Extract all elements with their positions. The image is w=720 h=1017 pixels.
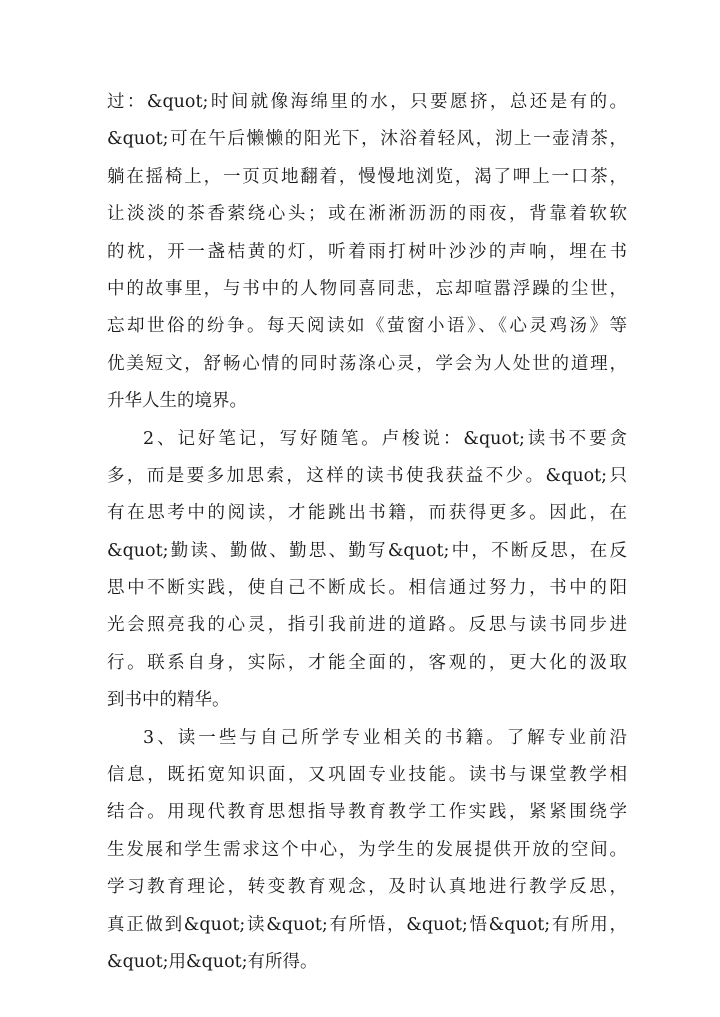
text-line: 忘却世俗的纷争。每天阅读如《萤窗小语》、《心灵鸡汤》等 [107,316,627,337]
text-line: 真正做到&quot;读&quot;有所悟，&quot;悟&quot;有所用， [107,914,627,935]
text-line: 优美短文，舒畅心情的同时荡涤心灵，学会为人处世的道理， [107,353,627,374]
text-line: 2、记好笔记，写好随笔。卢梭说：&quot;读书不要贪 [143,428,627,449]
text-line: 思中不断实践，使自己不断成长。相信通过努力，书中的阳 [107,578,627,599]
text-line: 结合。用现代教育思想指导教育教学工作实践，紧紧围绕学 [107,802,627,823]
text-line: 多，而是要多加思索，这样的读书使我获益不少。&quot;只 [107,465,627,486]
text-line: 有在思考中的阅读，才能跳出书籍，而获得更多。因此，在 [107,503,627,524]
text-line: 躺在摇椅上，一页页地翻着，慢慢地浏览，渴了呷上一口茶， [107,166,627,187]
text-line: &quot;勤读、勤做、勤思、勤写&quot;中，不断反思，在反 [107,540,627,561]
text-line: 生发展和学生需求这个中心，为学生的发展提供开放的空间。 [107,839,627,860]
text-line: 信息，既拓宽知识面，又巩固专业技能。读书与课堂教学相 [107,765,627,786]
document-page [107,84,627,981]
text-line: 让淡淡的茶香萦绕心头；或在淅淅沥沥的雨夜，背靠着软软 [107,204,627,225]
text-line: 过：&quot;时间就像海绵里的水，只要愿挤，总还是有的。 [107,92,627,112]
text-line: 的枕，开一盏桔黄的灯，听着雨打树叶沙沙的声响，埋在书 [107,241,627,262]
text-line: 3、读一些与自己所学专业相关的书籍。了解专业前沿 [143,727,627,748]
text-line: 中的故事里，与书中的人物同喜同悲，忘却喧嚣浮躁的尘世， [107,278,627,299]
text-line: 光会照亮我的心灵，指引我前进的道路。反思与读书同步进 [107,615,627,636]
text-line: 到书中的精华。 [107,690,230,711]
paragraph-3 [107,720,627,982]
paragraph-1 [107,84,627,421]
text-line: 升华人生的境界。 [107,391,247,412]
paragraph-2 [107,421,627,720]
text-line: &quot;用&quot;有所得。 [107,951,318,972]
text-line: 学习教育理论，转变教育观念，及时认真地进行教学反思， [107,877,627,898]
text-line: 行。联系自身，实际，才能全面的，客观的，更大化的汲取 [107,652,627,673]
text-line: &quot;可在午后懒懒的阳光下，沐浴着轻风，沏上一壶清茶， [107,129,627,150]
